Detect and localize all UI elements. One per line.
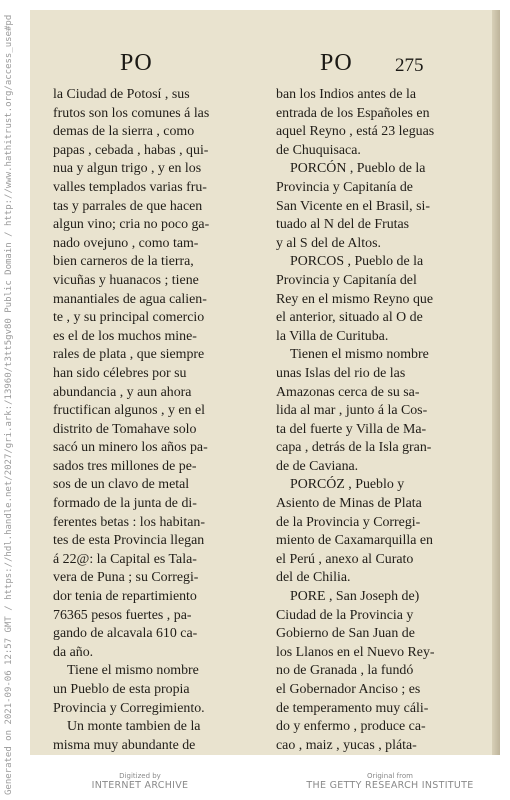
text-line: de la Provincia y Corregi-: [276, 514, 421, 530]
book-page: [30, 10, 500, 755]
text-line: de de Caviana.: [276, 458, 359, 474]
text-line: es el de los muchos mine-: [53, 328, 197, 344]
text-line: Rey en el mismo Reyno que: [276, 291, 434, 307]
text-line: Un monte tambien de la: [67, 719, 201, 735]
text-line: nado ovejuno , como tam-: [53, 235, 199, 251]
footer-original-from: [290, 772, 490, 791]
text-line: Provincia y Corregimiento.: [53, 700, 205, 716]
text-line: 76365 pesos fuertes , pa-: [53, 607, 192, 623]
footer-left-small: Digitized by: [119, 772, 161, 780]
text-line: ban los Indios antes de la: [276, 87, 417, 102]
text-line: de Chuquisaca.: [276, 142, 361, 158]
text-line: rales de plata , que siempre: [53, 347, 205, 363]
text-line: PORCÓN , Pueblo de la: [290, 161, 426, 177]
footer-right-small: Original from: [367, 772, 413, 780]
running-head-right: PO: [320, 50, 353, 76]
text-line: Ciudad de la Provincia y: [276, 607, 414, 623]
text-line: dor tenia de repartimiento: [53, 589, 197, 605]
text-line: Tiene el mismo nombre: [67, 663, 199, 679]
text-line: el Gobernador Anciso ; es: [276, 682, 421, 697]
text-line: unas Islas del rio de las: [276, 365, 406, 381]
text-line: entrada de los Españoles en: [276, 105, 430, 121]
text-line: ta del fuerte y Villa de Ma-: [276, 421, 427, 437]
text-line: han sido célebres por su: [53, 365, 187, 381]
text-line: capa , detrás de la Isla gran-: [276, 440, 432, 456]
text-line: y al S del de Altos.: [276, 235, 381, 251]
text-line: un Pueblo de esta propia: [53, 682, 190, 697]
text-line: de temperamento muy cáli-: [276, 700, 429, 716]
text-line: miento de Caxamarquilla en: [276, 533, 433, 549]
text-line: PORE , San Joseph de): [290, 589, 420, 605]
text-line: del de Chilia.: [276, 570, 351, 586]
text-line: frutos son los comunes á las: [53, 105, 210, 121]
text-line: PORCOS , Pueblo de la: [290, 254, 424, 270]
text-line: no de Granada , la fundó: [276, 663, 414, 679]
text-line: á 22@: la Capital es Tala-: [53, 551, 197, 567]
text-line: sos de un clavo de metal: [53, 477, 190, 493]
text-line: la Ciudad de Potosí , sus: [53, 87, 190, 102]
text-line: algun vino; cria no poco ga-: [53, 217, 210, 233]
text-line: misma muy abundante de: [53, 737, 196, 753]
text-line: manantiales de agua calien-: [53, 291, 207, 307]
text-line: papas , cebada , habas , qui-: [53, 142, 209, 158]
text-line: Tienen el mismo nombre: [290, 347, 429, 363]
footer-left-big: INTERNET ARCHIVE: [91, 780, 189, 791]
text-line: do y enfermo , produce ca-: [276, 719, 426, 735]
text-line: te , y su principal comercio: [53, 310, 205, 326]
hathitrust-side-note: Generated on 2021-09-06 12:57 GMT / https://hdl.handle.net/2027/gri.ark:/13960/t3tt5gv80 Public Domain / http://www.hathitrust.org/access_use#pd: [4, 14, 14, 795]
left-text-column: [53, 86, 243, 755]
running-head-left: PO: [120, 50, 153, 76]
text-line: vicuñas y huanacos ; tiene: [53, 272, 199, 288]
text-line: Asiento de Minas de Plata: [276, 496, 422, 512]
text-line: gando de alcavala 610 ca-: [53, 626, 198, 642]
text-line: ferentes betas : los habitan-: [53, 514, 205, 530]
text-line: distrito de Tomahave solo: [53, 421, 197, 437]
page-number: 275: [395, 55, 424, 76]
text-line: la Villa de Curituba.: [276, 328, 389, 344]
text-line: aquel Reyno , está 23 leguas: [276, 124, 435, 140]
text-line: el anterior, situado al O de: [276, 310, 423, 326]
text-line: tas y parrales de que hacen: [53, 198, 203, 214]
text-line: PORCÓZ , Pueblo y: [290, 477, 405, 493]
text-line: formado de la junta de di-: [53, 496, 197, 512]
page-gutter: [492, 10, 500, 755]
text-line: Provincia y Capitanía de: [276, 179, 413, 195]
footer-digitized-by: [70, 772, 210, 791]
text-line: vera de Puna ; su Corregi-: [53, 570, 199, 586]
text-line: tes de esta Provincia llegan: [53, 533, 205, 549]
text-line: demas de la sierra , como: [53, 124, 195, 140]
text-line: nua y algun trigo , y en los: [53, 161, 202, 177]
text-line: abundancia , y aun ahora: [53, 384, 192, 400]
text-line: bien carneros de la tierra,: [53, 254, 194, 270]
text-line: Gobierno de San Juan de: [276, 626, 415, 642]
text-line: el Perú , anexo al Curato: [276, 551, 414, 567]
text-line: da año.: [53, 644, 94, 660]
text-line: San Vicente en el Brasil, si-: [276, 198, 430, 214]
text-line: fructifican algunos , y en el: [53, 403, 205, 419]
text-line: lida al mar , junto á la Cos-: [276, 403, 428, 419]
text-line: tuado al N del de Frutas: [276, 217, 410, 233]
text-line: valles templados varias fru-: [53, 179, 207, 195]
right-text-column: [276, 86, 472, 755]
text-line: los Llanos en el Nuevo Rey-: [276, 644, 435, 660]
text-line: cao , maiz , yucas , pláta-: [276, 737, 417, 753]
text-line: Provincia y Capitanía del: [276, 272, 417, 288]
footer-right-big: THE GETTY RESEARCH INSTITUTE: [306, 780, 474, 791]
text-line: sacó un minero los años pa-: [53, 440, 208, 456]
text-line: Amazonas cerca de su sa-: [276, 384, 420, 400]
text-line: sados tres millones de pe-: [53, 458, 197, 474]
